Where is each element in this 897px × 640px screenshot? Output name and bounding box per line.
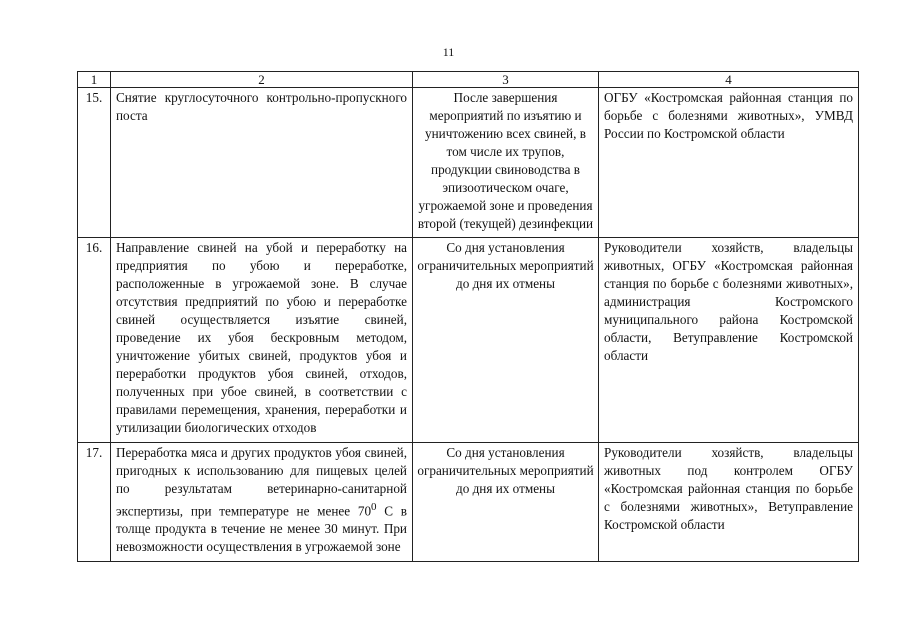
- responsible-cell: Руководители хозяйств, владельцы животных под контролем ОГБУ «Костромская районная станция по борьбе с болезнями животных», Ветуправление Костромской области: [599, 443, 859, 562]
- column-header-2: 2: [111, 72, 413, 88]
- measure-cell: Снятие круглосуточного контрольно-пропускного поста: [111, 88, 413, 238]
- table-row: [78, 88, 859, 238]
- deadline-cell: Со дня установления ограничительных мероприятий до дня их отмены: [413, 443, 599, 562]
- measure-text-start: Переработка мяса и других продуктов убоя свиней, пригодных к использованию для пищевых целей по результатам ветеринарно-санитарной экспертизы, при температуре не менее 70: [116, 445, 407, 519]
- column-header-1: 1: [78, 72, 111, 88]
- table-header-row: [78, 72, 859, 88]
- responsible-cell: Руководители хозяйств, владельцы животных, ОГБУ «Костромская районная станция по борьбе с болезнями животных», администрация Костромского муниципального района Костромской области, Ветуправление Костромской области: [599, 238, 859, 443]
- responsible-cell: ОГБУ «Костромская районная станция по борьбе с болезнями животных», УМВД России по Костромской области: [599, 88, 859, 238]
- table-row: [78, 443, 859, 562]
- measure-cell: [111, 443, 413, 562]
- deadline-cell: Со дня установления ограничительных мероприятий до дня их отмены: [413, 238, 599, 443]
- row-number: 17.: [78, 443, 111, 562]
- degree-superscript: 0: [371, 501, 377, 513]
- column-header-3: 3: [413, 72, 599, 88]
- table-row: [78, 238, 859, 443]
- page-number: 11: [442, 45, 455, 59]
- measure-text-end: С в толще продукта в течение не менее 30 минут. При невозможности осуществления в угрожаемой зоне: [116, 503, 407, 555]
- measure-cell: Направление свиней на убой и переработку на предприятия по убою и переработке, расположенные в угрожаемой зоне. В случае отсутствия предприятий по убою и переработке свиней осуществляется изъятие свиней, проведение их убоя бескровным методом, уничтожение убитых свиней, продуктов убоя и переработки продуктов убоя свиней, отходов, полученных при убое свиней, в соответствии с правилами перемещения, хранения, переработки и утилизации биологических отходов: [111, 238, 413, 443]
- row-number: 15.: [78, 88, 111, 238]
- measures-table: [77, 71, 859, 562]
- deadline-cell: После завершения мероприятий по изъятию и уничтожению всех свиней, в том числе их трупов, продукции свиноводства в эпизоотическом очаге, угрожаемой зоне и проведения второй (текущей) дезинфекции: [413, 88, 599, 238]
- column-header-4: 4: [599, 72, 859, 88]
- row-number: 16.: [78, 238, 111, 443]
